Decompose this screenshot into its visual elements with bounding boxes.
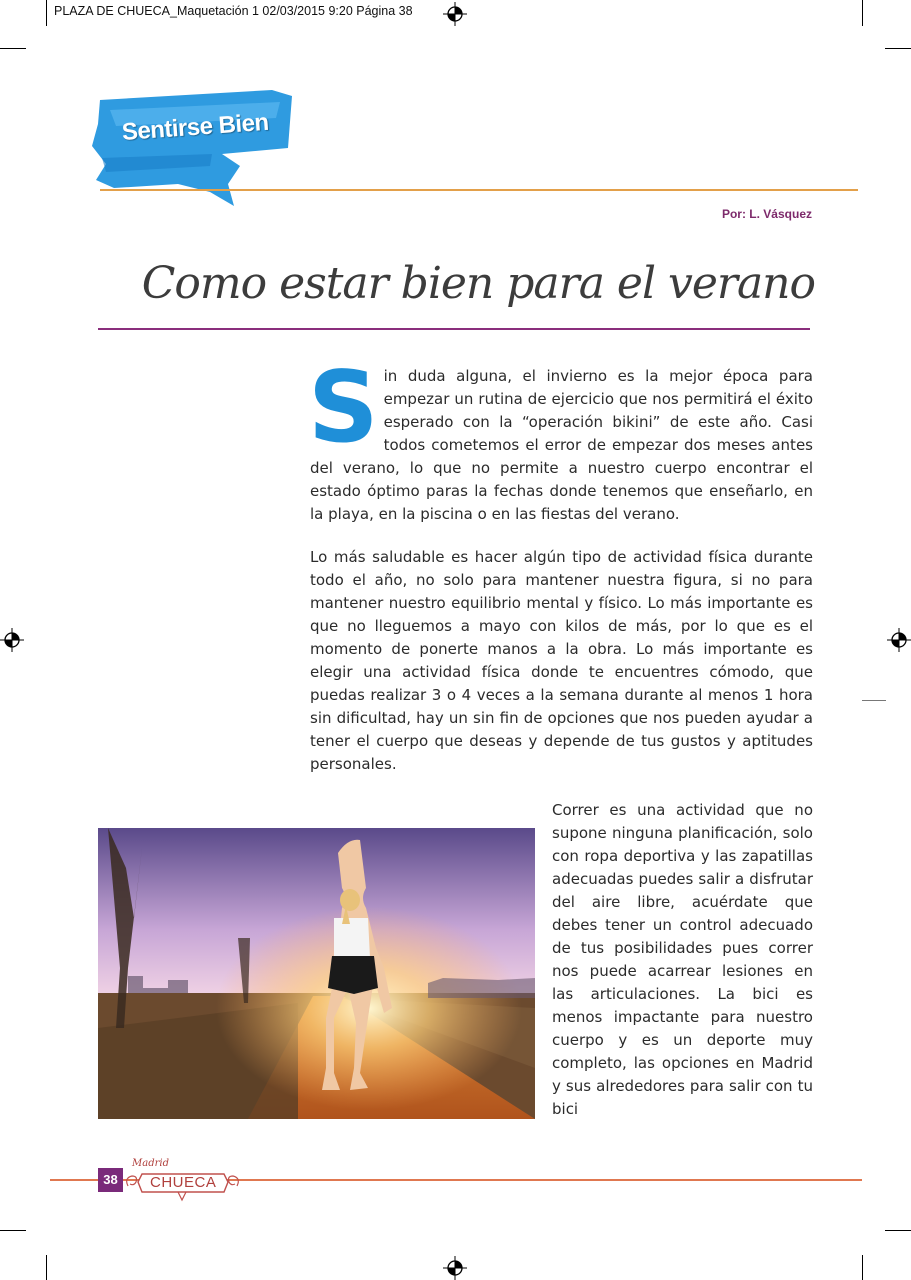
header-divider: [100, 189, 858, 191]
logo-small-text: Madrid: [132, 1158, 169, 1169]
section-label: Sentirse Bien: [121, 108, 270, 146]
registration-mark-icon: [443, 1256, 467, 1280]
paragraph-intro: [308, 351, 813, 526]
section-banner-brush: [92, 88, 302, 213]
article-title: Como estar bien para el verano: [141, 258, 815, 309]
page-number: 38: [98, 1168, 123, 1192]
registration-mark-icon: [887, 628, 911, 652]
print-header: PLAZA DE CHUECA_Maquetación 1 02/03/2015 9:20 Página 38: [54, 4, 413, 18]
registration-mark-icon: [0, 628, 24, 652]
title-underline: [98, 328, 810, 330]
paragraph-third: Correr es una actividad que no supone ninguna planificación, solo con ropa deportiva y las zapatillas adecuadas puedes salir a disfrutar del aire libre, acuérdate que debes tener un control adecuado de tus posibilidades pues correr nos puede acarrear lesiones en las articulaciones. La bici es menos impactante para nuestro cuerpo y es un deporte muy completo, las opciones en Madrid y sus alrededores para salir con tu bici: [552, 801, 813, 1118]
logo-main-text: CHUECA: [150, 1174, 217, 1191]
registration-mark-icon: [443, 2, 467, 26]
author-byline: Por: L. Vásquez: [721, 207, 812, 221]
paragraph-second: Lo más saludable es hacer algún tipo de actividad física durante todo el año, no solo para mantener nuestra figura, si no para mantener nuestro equilibrio mental y físico. Lo más importante es que no lleguemos a mayo con kilos de más, por lo que es el momento de ponerte manos a la obra. Lo más importante es elegir una actividad física donde te encuentres cómodo, que puedas realizar 3 o 4 veces a la semana durante al menos 1 hora sin dificultad, hay un sin fin de opciones que nos pueden ayudar a tener el cuerpo que deseas y depende de tus gustos y aptitudes personales.: [310, 548, 813, 773]
paragraph-intro-text: in duda alguna, el invierno es la mejor época para empezar un rutina de ejercicio que nos permitirá el éxito esperado con la “operación bikini” de este año. Casi todos cometemos el error de empezar dos meses antes del verano, lo que no permite a nuestro cuerpo encontrar el estado óptimo paras la fechas donde tenemos que enseñarlo, en la playa, en la piscina o en las fiestas del verano.: [310, 367, 813, 523]
drop-cap: S: [308, 351, 376, 465]
magazine-logo: [120, 1158, 245, 1202]
stretching-woman-photo: [98, 828, 535, 1119]
